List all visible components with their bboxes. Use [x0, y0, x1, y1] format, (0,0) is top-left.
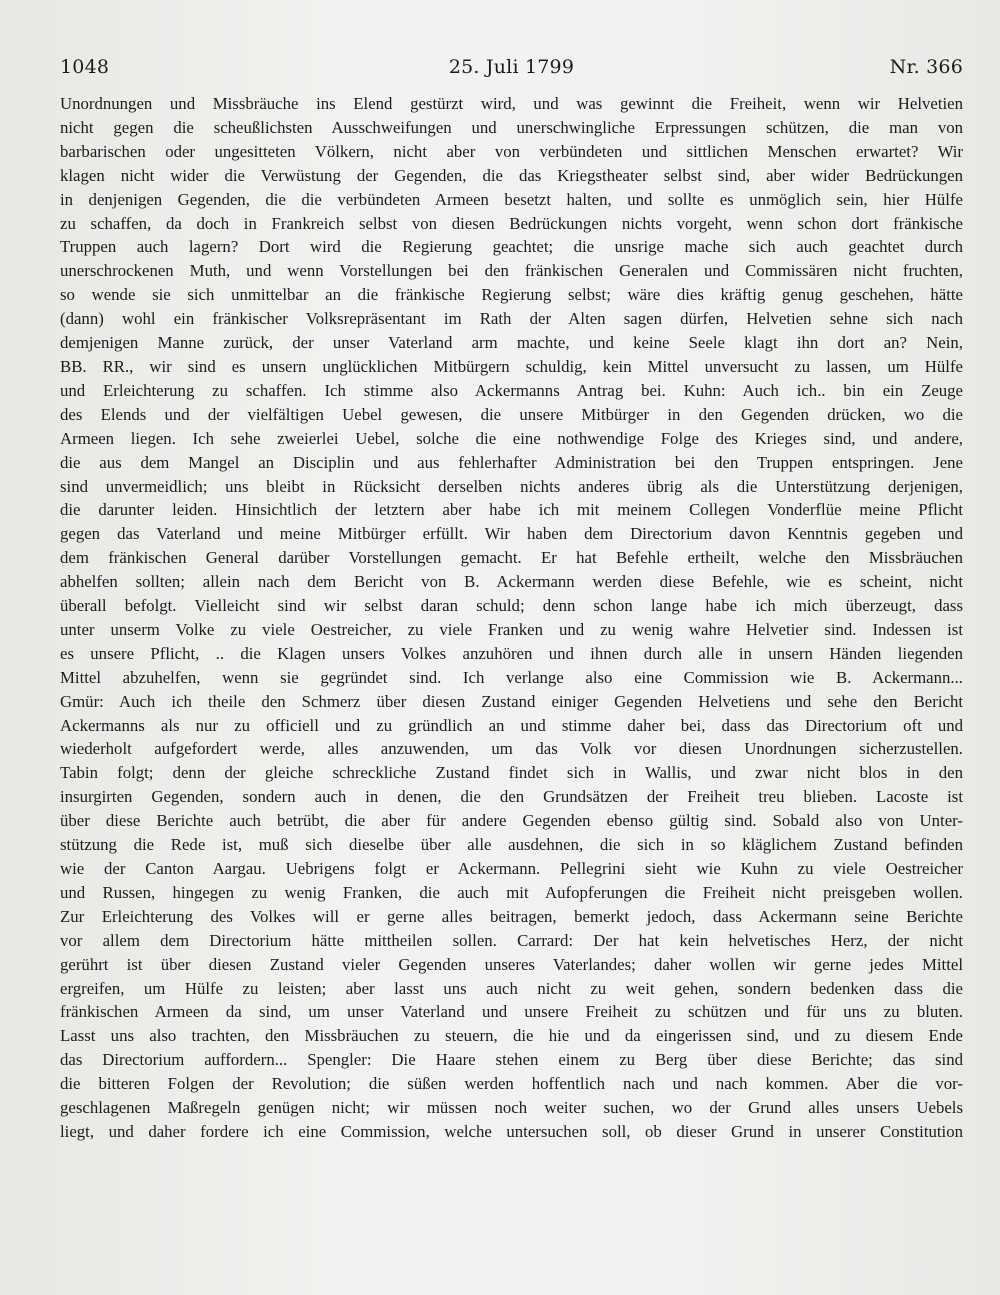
text-line: Zur Erleichterung des Volkes will er gerne alles beitragen, bemerkt jedoch, dass Ackermann seine Berichte: [60, 906, 963, 926]
text-line: wiederholt aufgefordert werde, alles anzuwenden, um das Volk vor diesen Unordnungen sicherzustellen.: [60, 739, 963, 759]
text-line: BB. RR., wir sind es unsern unglücklichen Mitbürgern schuldig, kein Mittel unversucht zu lassen, um Hülfe: [60, 356, 963, 376]
text-line: barbarischen oder ungesitteten Völkern, nicht aber von verbündeten und sittlichen Menschen erwartet? Wir: [60, 141, 963, 161]
text-line: gerührt ist über diesen Zustand vieler Gegenden unseres Vaterlandes; daher wollen wir gerne jedes Mittel: [60, 954, 963, 974]
text-line: fränkischen Armeen da sind, um unser Vaterland und unsere Freiheit zu schützen und für uns zu bluten.: [60, 1002, 963, 1022]
text-line: so wende sie sich unmittelbar an die fränkische Regierung selbst; wäre dies kräftig genug geschehen, hätte: [60, 285, 963, 305]
text-line: nicht gegen die scheußlichsten Ausschweifungen und unerschwingliche Erpressungen schützen, die man von: [60, 117, 963, 137]
text-line: die aus dem Mangel an Disciplin und aus fehlerhafter Administration bei den Truppen entspringen. Jene: [60, 452, 963, 472]
text-line: geschlagenen Maßregeln genügen nicht; wir müssen noch weiter suchen, wo der Grund alles unsers Uebels: [60, 1098, 963, 1118]
text-line: und Erleichterung zu schaffen. Ich stimme also Ackermanns Antrag bei. Kuhn: Auch ich.. bin ein Zeuge: [60, 380, 963, 400]
text-line: das Directorium auffordern... Spengler: Die Haare stehen einem zu Berg über diese Berichte; das sind: [60, 1050, 963, 1070]
text-line: Tabin folgt; denn der gleiche schreckliche Zustand findet sich in Wallis, und zwar nicht blos in den: [60, 763, 963, 783]
text-line: sind unvermeidlich; uns bleibt in Rücksicht derselben nichts anderes übrig als die Unterstützung derjenigen,: [60, 476, 963, 496]
document-number: Nr. 366: [889, 56, 963, 78]
date-heading: 25. Juli 1799: [448, 56, 575, 78]
text-line: Gmür: Auch ich theile den Schmerz über diesen Zustand einiger Gegenden Helvetiens und sehe den Bericht: [60, 691, 963, 711]
text-line: Armeen liegen. Ich sehe zweierlei Uebel, solche die eine nothwendige Folge des Krieges sind, und andere,: [60, 428, 963, 448]
text-line: Unordnungen und Missbräuche ins Elend gestürzt wird, und was gewinnt die Freiheit, wenn wir Helvetien: [60, 94, 963, 113]
text-line: über diese Berichte auch betrübt, die aber für andere Gegenden ebenso gültig sind. Sobald also von Unter-: [60, 811, 963, 831]
text-line: es unsere Pflicht, .. die Klagen unsers Volkes anzuhören und ihnen durch alle in unsern Händen liegenden: [60, 643, 963, 663]
text-line: insurgirten Gegenden, sondern auch in denen, die den Grundsätzen der Freiheit treu blieben. Lacoste ist: [60, 787, 963, 807]
text-line: ergreifen, um Hülfe zu leisten; aber lasst uns auch nicht zu weit gehen, sondern bedenken dass die: [60, 978, 963, 998]
text-line: des Elends und der vielfältigen Uebel gewesen, die unsere Mitbürger in den Gegenden drücken, wo die: [60, 404, 963, 424]
text-line: liegt, und daher fordere ich eine Commission, welche untersuchen soll, ob dieser Grund in unserer Constitution: [60, 1121, 963, 1141]
text-line: die darunter leiden. Hinsichtlich der letztern aber habe ich mit meinem Collegen Vonderflüe meine Pflicht: [60, 500, 963, 520]
text-line: vor allem dem Directorium hätte mittheilen sollen. Carrard: Der hat kein helvetisches Herz, der nicht: [60, 930, 963, 950]
text-line: Truppen auch lagern? Dort wird die Regierung geachtet; die unsrige mache sich auch geachtet durch: [60, 237, 963, 257]
text-line: Lasst uns also trachten, den Missbräuchen zu steuern, die hie und da eingerissen sind, und zu diesem Ende: [60, 1026, 963, 1046]
running-header: [60, 56, 963, 86]
text-line: klagen nicht wider die Verwüstung der Gegenden, die das Kriegstheater selbst sind, aber wider Bedrückungen: [60, 165, 963, 185]
text-line: abhelfen sollten; allein nach dem Bericht von B. Ackermann werden diese Befehle, wie es scheint, nicht: [60, 572, 963, 592]
text-line: und Russen, hingegen zu wenig Franken, die auch mit Aufopferungen die Freiheit nicht preisgeben wollen.: [60, 882, 963, 902]
text-line: unter unserm Volke zu viele Oestreicher, zu viele Franken und zu wenig wahre Helvetier sind. Indessen ist: [60, 619, 963, 639]
page-number: 1048: [60, 56, 110, 78]
text-line: Mittel abzuhelfen, wenn sie gegründet sind. Ich verlange also eine Commission wie B. Ackermann...: [60, 667, 963, 687]
text-line: dem fränkischen General darüber Vorstellungen gemacht. Er hat Befehle ertheilt, welche den Missbräuchen: [60, 548, 963, 568]
text-line: Ackermanns als nur zu officiell und zu gründlich an und stimme daher bei, dass das Directorium oft und: [60, 715, 963, 735]
text-line: die bitteren Folgen der Revolution; die süßen werden hoffentlich nach und nach kommen. Aber die vor-: [60, 1074, 963, 1094]
text-line: stützung die Rede ist, muß sich dieselbe über alle ausdehnen, die sich in so kläglichem Zustand befinden: [60, 835, 963, 855]
text-line: demjenigen Manne zurück, der unser Vaterland arm machte, und keine Seele klagt ihn dort an? Nein,: [60, 333, 963, 353]
text-line: zu schaffen, da doch in Frankreich selbst von diesen Bedrückungen nichts vorgeht, wenn schon dort fränkische: [60, 213, 963, 233]
text-line: wie der Canton Aargau. Uebrigens folgt er Ackermann. Pellegrini sieht wie Kuhn zu viele Oestreicher: [60, 859, 963, 878]
text-line: gegen das Vaterland und meine Mitbürger erfüllt. Wir haben dem Directorium davon Kenntnis gegeben und: [60, 524, 963, 544]
body-text: [60, 92, 963, 1144]
text-line: überall befolgt. Vielleicht sind wir selbst daran schuld; denn schon lange habe ich mich überzeugt, dass: [60, 596, 963, 616]
text-line: (dann) wohl ein fränkischer Volksrepräsentant im Rath der Alten sagen dürfen, Helvetien sehne sich nach: [60, 309, 963, 329]
text-line: in denjenigen Gegenden, die die verbündeten Armeen besetzt halten, und sollte es unmöglich sein, hier Hülfe: [60, 189, 963, 209]
text-line: unerschrockenen Muth, und wenn Vorstellungen bei den fränkischen Generalen und Commissären nicht fruchten,: [60, 261, 963, 281]
